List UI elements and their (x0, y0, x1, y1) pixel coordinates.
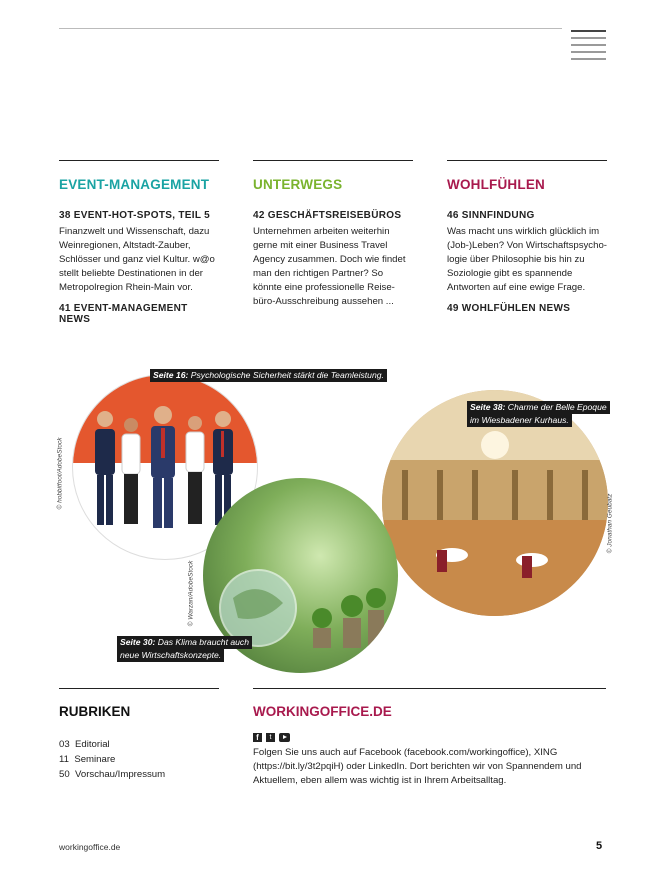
article-teaser: Unternehmen arbeiten weiterhin gerne mit einer Business Travel Agency zusammen. Doch wie findet man den richtigen Partner? So könnte eine professionelle Reise-büro-Ausschreibung aussehen ... (253, 226, 406, 307)
section-heading: WOHLFÜHLEN (447, 177, 545, 192)
caption-team: Seite 16: Psychologische Sicherheit stärkt die Teamleistung. (150, 369, 387, 382)
youtube-icon[interactable] (279, 733, 290, 742)
credit-globe: © Warzan/AdobeStock (187, 560, 195, 627)
article-title[interactable]: 42 GESCHÄFTSREISEBÜROS (253, 210, 402, 221)
section-heading: EVENT-MANAGEMENT (59, 177, 210, 192)
header-rule (59, 28, 562, 29)
twitter-icon[interactable]: t (266, 733, 275, 742)
caption-globe: Seite 30: Das Klima braucht auch (117, 636, 252, 649)
footer-url[interactable]: workingoffice.de (59, 842, 121, 852)
credit-hall: © Jonathan Geubatz (606, 493, 614, 554)
caption-hall-line2: im Wiesbadener Kurhaus. (467, 414, 572, 427)
article-title[interactable]: 41 EVENT-MANAGEMENT NEWS (59, 303, 188, 325)
caption-globe-line2: neue Wirtschaftskonzepte. (117, 649, 224, 662)
section-wohlfuehlen (447, 160, 607, 314)
web-text: Folgen Sie uns auch auf Facebook (facebook.com/workingoffice), XING (https://bit.ly/3t2pqiH) oder LinkedIn. Dort berichten wir von Spannendem und Aktuellem, eben allem was wichtig ist in Ihrem Arbeitsalltag. (253, 747, 582, 786)
article-title[interactable]: 49 WOHLFÜHLEN NEWS (447, 303, 571, 314)
caption-hall: Seite 38: Charme der Belle Epoque (467, 401, 610, 414)
rubriken-item[interactable]: 11 Seminare (59, 754, 116, 765)
article-teaser: Was macht uns wirklich glücklich im (Job-)Leben? Von Wirtschaftspsycho-logie über Philosophie bis hin zu Soziologie gibt es spannende Antworten auf eine ewige Frage. (447, 226, 607, 293)
section-event-management (59, 160, 219, 325)
section-unterwegs (253, 160, 413, 309)
facebook-icon[interactable]: f (253, 733, 262, 742)
web-section (253, 704, 606, 788)
article-teaser: Finanzwelt und Wissenschaft, dazu Weinregionen, Altstadt-Zauber, Schlösser und ganz viel Kultur. w@o stellt beliebte Destinationen in der Metropolregion Rhein-Main vor. (59, 226, 215, 293)
rubriken-rule (59, 688, 219, 689)
social-icons (253, 733, 606, 742)
menu-icon[interactable] (571, 30, 606, 65)
web-rule (253, 688, 606, 689)
rubriken-item[interactable]: 50 Vorschau/Impressum (59, 769, 166, 780)
web-heading[interactable]: WORKINGOFFICE.DE (253, 704, 392, 719)
credit-team: © hobbitfoot/AdobeStock (56, 437, 64, 510)
article-title[interactable]: 46 SINNFINDUNG (447, 210, 535, 221)
rubriken-item[interactable]: 03 Editorial (59, 739, 110, 750)
article-title[interactable]: 38 EVENT-HOT-SPOTS, TEIL 5 (59, 210, 210, 221)
rubriken-section (59, 704, 219, 782)
section-heading: UNTERWEGS (253, 177, 343, 192)
page-number: 5 (596, 840, 603, 852)
rubriken-heading: RUBRIKEN (59, 704, 131, 719)
